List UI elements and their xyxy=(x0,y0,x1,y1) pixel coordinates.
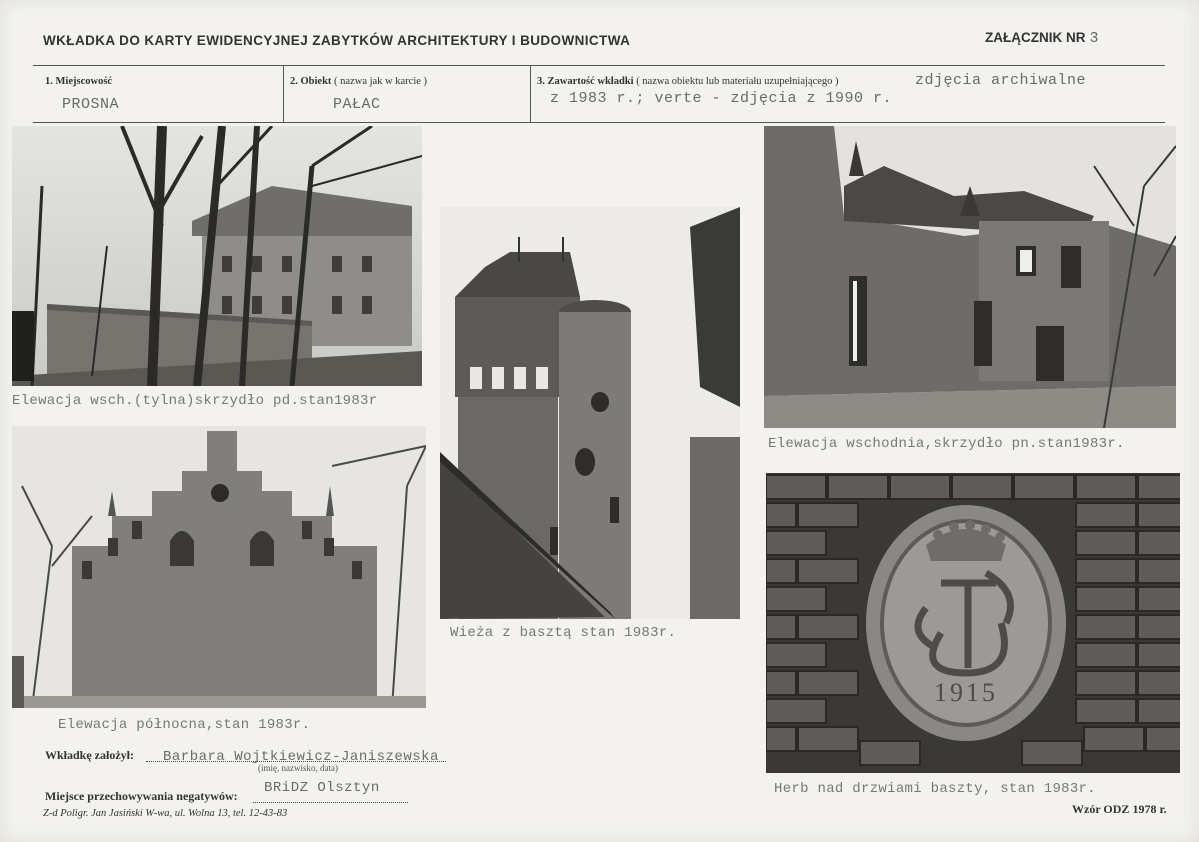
annex-number: 3 xyxy=(1089,30,1099,47)
caption-coat-of-arms: Herb nad drzwiami baszty, stan 1983r. xyxy=(774,781,1096,797)
caption-east-elevation-south-wing: Elewacja wsch.(tylna)skrzydło pd.stan1983r xyxy=(12,393,378,409)
locality-value: PROSNA xyxy=(62,96,120,113)
inscription-year: 1915 xyxy=(934,678,998,707)
photo-tower-with-bastion xyxy=(440,207,740,619)
contents-value-line1: zdjęcia archiwalne xyxy=(915,72,1087,89)
contents-value-line2: z 1983 r.; verte - zdjęcia z 1990 r. xyxy=(550,90,893,107)
header-rule-top xyxy=(33,65,1165,66)
photo-east-elevation-south-wing xyxy=(12,126,422,386)
negatives-value: BRiDZ Olsztyn xyxy=(264,780,380,796)
caption-north-elevation: Elewacja północna,stan 1983r. xyxy=(58,717,311,733)
created-by-label: Wkładkę założył: xyxy=(45,748,134,762)
negatives-label: Miejsce przechowywania negatywów: xyxy=(45,789,238,803)
annex-label xyxy=(985,30,1099,47)
photo-coat-of-arms xyxy=(766,473,1180,773)
created-by-hint: (imię, nazwisko, data) xyxy=(258,763,338,773)
header-rule-bottom xyxy=(33,122,1165,123)
locality-label: 1. Miejscowość xyxy=(45,76,113,87)
photo-east-elevation-north-wing xyxy=(764,126,1176,428)
contents-label: 3. Zawartość wkładki ( nazwa obiektu lub materiału uzupełniającego ) xyxy=(537,76,839,87)
field-divider-2 xyxy=(530,65,531,122)
photo-north-elevation xyxy=(12,426,426,708)
created-by-value: Barbara Wojtkiewicz-Janiszewska xyxy=(163,749,439,765)
field-divider-1 xyxy=(283,65,284,122)
annex-label-text: ZAŁĄCZNIK NR xyxy=(985,30,1086,45)
caption-tower-with-bastion: Wieża z basztą stan 1983r. xyxy=(450,625,677,641)
form-title: WKŁADKA DO KARTY EWIDENCYJNEJ ZABYTKÓW ARCHITEKTURY I BUDOWNICTWA xyxy=(43,33,631,48)
object-label: 2. Obiekt ( nazwa jak w karcie ) xyxy=(290,76,428,87)
form-code: Wzór ODZ 1978 r. xyxy=(1072,802,1167,816)
printer-imprint: Z-d Poligr. Jan Jasiński W-wa, ul. Wolna 13, tel. 12-43-83 xyxy=(43,808,288,819)
object-value: PAŁAC xyxy=(333,96,381,113)
caption-east-elevation-north-wing: Elewacja wschodnia,skrzydło pn.stan1983r. xyxy=(768,436,1125,452)
negatives-line xyxy=(253,801,408,803)
